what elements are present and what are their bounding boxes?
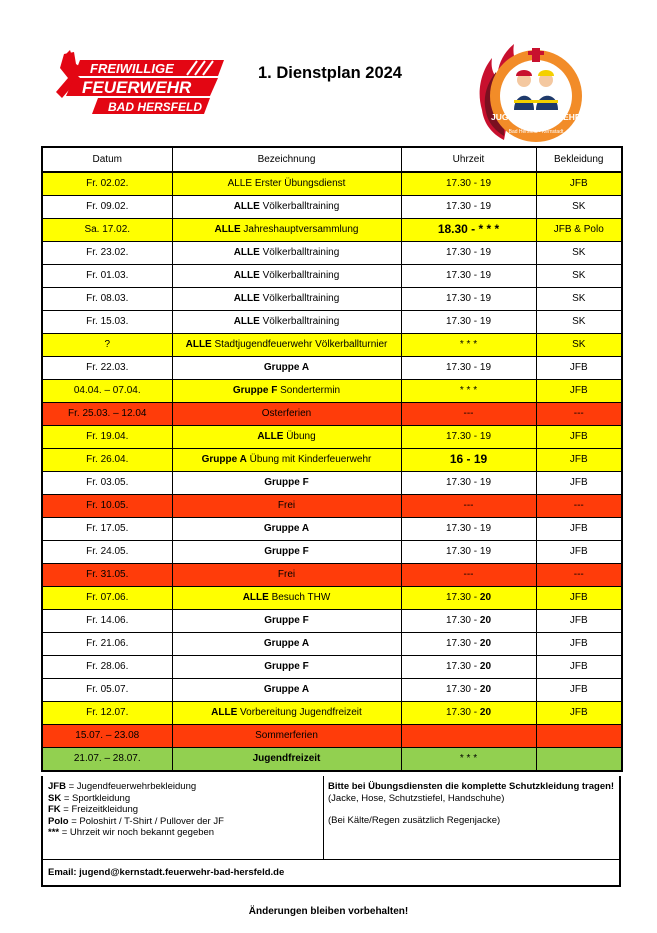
cell-date [42,702,172,725]
description-text: Stadtjugendfeuerwehr Völkerballturnier [211,339,388,350]
description-bold: Gruppe A [263,638,310,649]
cell-time [401,610,536,633]
cell-time [401,633,536,656]
date-text: Fr. 21.06. [86,638,129,649]
table-row [42,518,622,541]
table-row [42,495,622,518]
date-text: ? [104,339,111,350]
table-row [42,242,622,265]
note-line1: (Jacke, Hose, Schutzstiefel, Handschuhe) [328,792,505,804]
cell-time [401,587,536,610]
cell-description [172,748,401,772]
cell-clothing [536,679,622,702]
cell-description [172,633,401,656]
description-text: Übung [283,431,316,442]
table-row [42,426,622,449]
cell-clothing [536,357,622,380]
protective-gear-note [328,781,618,827]
clothing-text: JFB [569,638,588,649]
cell-description [172,518,401,541]
cell-description [172,265,401,288]
time-text: 17.30 - [445,684,480,695]
legend-item [48,816,318,828]
description-bold: ALLE [233,293,260,304]
cell-date [42,587,172,610]
table-row [42,656,622,679]
logo-line3: BAD HERSFELD [108,100,203,114]
clothing-text: SK [572,339,586,350]
cell-description [172,219,401,242]
clothing-text: JFB [569,707,588,718]
clothing-text: JFB [569,592,588,603]
time-bold: 20 [479,661,492,672]
description-text: Sondertermin [277,385,341,396]
date-text: 15.07. – 23.08 [75,730,140,741]
clothing-text: JFB [569,431,588,442]
clothing-text: --- [573,569,584,580]
clothing-text: --- [573,408,584,419]
time-bold: 20 [479,615,492,626]
table-row [42,311,622,334]
cell-description [172,587,401,610]
cell-clothing [536,403,622,426]
legend-divider [323,776,324,859]
description-bold: Gruppe A [201,454,247,465]
legend-item [48,804,318,816]
page-title: 1. Dienstplan 2024 [258,64,402,82]
table-header-row [42,147,622,172]
legend [48,781,318,839]
cell-time [401,265,536,288]
time-text: * * * [459,339,478,350]
cell-time [401,219,536,242]
legend-item [48,781,318,793]
table-row [42,380,622,403]
cell-description [172,426,401,449]
cell-clothing [536,380,622,403]
cell-clothing [536,172,622,196]
logo-line2: FEUERWEHR [82,78,192,97]
cell-time [401,288,536,311]
cell-time [401,656,536,679]
table-row [42,748,622,772]
cell-time [401,679,536,702]
date-text: 21.07. – 28.07. [73,753,141,764]
cell-date [42,725,172,748]
cell-clothing [536,288,622,311]
cell-date [42,172,172,196]
cell-description [172,403,401,426]
column-header-uhrzeit: Uhrzeit [401,147,536,172]
cell-date [42,288,172,311]
description-bold: ALLE [257,431,284,442]
cell-description [172,449,401,472]
legend-box [41,776,621,887]
jugendfeuerwehr-emblem [474,40,586,152]
legend-item [48,827,318,839]
cell-time [401,472,536,495]
description-bold: ALLE [233,247,260,258]
cell-description [172,656,401,679]
table-row [42,587,622,610]
description-text: Jahreshauptversammlung [240,224,359,235]
schedule-table [41,146,623,772]
time-text: * * * [459,385,478,396]
cell-date [42,495,172,518]
table-row [42,449,622,472]
description-text: Übung mit Kinderfeuerwehr [246,454,372,465]
date-text: Fr. 14.06. [86,615,129,626]
cell-description [172,380,401,403]
cell-time [401,196,536,219]
table-row [42,702,622,725]
cell-time [401,449,536,472]
date-text: Sa. 17.02. [84,224,131,235]
date-text: 04.04. – 07.04. [73,385,141,396]
column-header-bekleidung: Bekleidung [536,147,622,172]
legend-item [48,793,318,805]
cell-time [401,564,536,587]
table-row [42,472,622,495]
time-bold: 20 [479,684,492,695]
cell-clothing [536,633,622,656]
cell-clothing [536,265,622,288]
clothing-text: --- [573,500,584,511]
clothing-text: JFB [569,362,588,373]
date-text: Fr. 15.03. [86,316,129,327]
column-header-datum: Datum [42,147,172,172]
table-row [42,610,622,633]
cell-description [172,564,401,587]
cell-date [42,403,172,426]
legend-key: FK [48,804,61,815]
cell-time [401,311,536,334]
description-text: Völkerballtraining [259,293,340,304]
cell-description [172,495,401,518]
date-text: Fr. 22.03. [86,362,129,373]
description-text: Frei [277,569,296,580]
time-text: 17.30 - 19 [445,362,492,373]
cell-description [172,357,401,380]
time-text: 17.30 - 19 [445,523,492,534]
table-row [42,679,622,702]
feuerwehr-logo [52,50,224,118]
time-text: 17.30 - [445,707,480,718]
description-text: Völkerballtraining [259,247,340,258]
description-text: Völkerballtraining [259,270,340,281]
cell-date [42,679,172,702]
emblem-subtext: Bad Hersfeld - Kernstadt [508,129,564,135]
table-row [42,725,622,748]
table-row [42,633,622,656]
time-text: 17.30 - 19 [445,431,492,442]
clothing-text: JFB [569,523,588,534]
note-line2: (Bei Kälte/Regen zusätzlich Regenjacke) [328,815,501,826]
clothing-text: SK [572,293,586,304]
time-bold: 20 [479,638,492,649]
cell-time [401,702,536,725]
legend-text: = Uhrzeit wir noch bekannt gegeben [59,827,215,838]
cell-date [42,633,172,656]
email-line: Email: jugend@kernstadt.feuerwehr-bad-hersfeld.de [48,867,285,878]
cell-time [401,518,536,541]
cell-description [172,610,401,633]
cell-date [42,334,172,357]
date-text: Fr. 17.05. [86,523,129,534]
table-row [42,334,622,357]
logo-line1: FREIWILLIGE [90,61,174,76]
column-header-bezeichnung: Bezeichnung [172,147,401,172]
description-text: Vorbereitung Jugendfreizeit [237,707,362,718]
cell-description [172,725,401,748]
time-text: 17.30 - [445,592,480,603]
cell-date [42,311,172,334]
cell-time [401,357,536,380]
legend-key: *** [48,827,60,838]
time-text: 17.30 - 19 [445,201,492,212]
time-text: 17.30 - [445,661,480,672]
cell-date [42,541,172,564]
legend-key: SK [48,792,62,804]
date-text: Fr. 08.03. [86,293,129,304]
date-text: Fr. 10.05. [86,500,129,511]
table-row [42,219,622,242]
description-bold: Gruppe F [264,477,309,488]
time-text: 17.30 - 19 [445,477,492,488]
cell-date [42,449,172,472]
time-text: 17.30 - 19 [445,316,492,327]
cell-description [172,334,401,357]
clothing-text: SK [572,201,586,212]
legend-text: = Sportkleidung [61,792,131,804]
description-bold: Jugendfreizeit [252,753,321,764]
description-text: Frei [277,500,296,511]
cell-date [42,196,172,219]
description-bold: Gruppe A [263,362,310,373]
date-text: Fr. 07.06. [86,592,129,603]
cell-time [401,403,536,426]
clothing-text: JFB [569,546,588,557]
cell-clothing [536,495,622,518]
legend-text: = Jugendfeuerwehrbekleidung [65,781,197,792]
time-text: --- [463,500,474,511]
cell-time [401,748,536,772]
description-bold: ALLE [233,270,260,281]
description-bold: ALLE [185,339,212,350]
time-text: 17.30 - 19 [445,293,492,304]
description-text: Besuch THW [268,592,331,603]
cell-clothing [536,196,622,219]
time-text: 17.30 - [445,638,480,649]
cell-time [401,380,536,403]
cell-time [401,495,536,518]
time-text: 17.30 - 19 [445,546,492,557]
cell-clothing [536,541,622,564]
cell-clothing [536,587,622,610]
clothing-text: JFB & Polo [553,224,604,235]
clothing-text: JFB [569,477,588,488]
cell-date [42,357,172,380]
cell-description [172,288,401,311]
description-bold: ALLE [233,316,260,327]
date-text: Fr. 31.05. [86,569,129,580]
cell-time [401,242,536,265]
cell-clothing [536,702,622,725]
time-bold: 16 - 19 [449,452,488,466]
cell-date [42,748,172,772]
cell-date [42,380,172,403]
table-row [42,265,622,288]
legend-key: Polo [48,815,69,827]
cell-clothing [536,449,622,472]
cell-clothing [536,518,622,541]
description-text: Sommerferien [255,730,318,741]
description-text: Völkerballtraining [259,201,340,212]
cell-time [401,334,536,357]
cell-clothing [536,564,622,587]
time-text: 17.30 - 19 [445,178,492,189]
table-row [42,357,622,380]
cell-time [401,725,536,748]
cell-clothing [536,610,622,633]
cell-date [42,265,172,288]
time-text: * * * [459,753,478,764]
cell-clothing [536,725,622,748]
cell-clothing [536,242,622,265]
cell-clothing [536,472,622,495]
table-row [42,288,622,311]
cell-time [401,172,536,196]
description-bold: ALLE [214,224,241,235]
cell-description [172,541,401,564]
time-text: 17.30 - 19 [445,270,492,281]
description-bold: Gruppe F [264,546,309,557]
date-text: Fr. 12.07. [86,707,129,718]
date-text: Fr. 01.03. [86,270,129,281]
description-bold: ALLE [211,707,238,718]
cell-clothing [536,426,622,449]
cell-date [42,242,172,265]
table-row [42,196,622,219]
cell-description [172,311,401,334]
cell-description [172,702,401,725]
description-bold: Gruppe A [263,523,310,534]
table-row [42,403,622,426]
date-text: Fr. 02.02. [86,178,129,189]
cell-clothing [536,219,622,242]
time-bold: 20 [479,707,492,718]
clothing-text: JFB [569,385,588,396]
footer-note: Änderungen bleiben vorbehalten! [248,906,409,917]
date-text: Fr. 28.06. [86,661,129,672]
legend-text: = Freizeitkleidung [60,804,139,815]
clothing-text: JFB [569,615,588,626]
description-bold: Gruppe A [263,684,310,695]
description-text: Völkerballtraining [259,316,340,327]
description-bold: ALLE [242,592,269,603]
description-text: Osterferien [261,408,312,419]
table-row [42,541,622,564]
cell-date [42,610,172,633]
clothing-text: SK [572,247,586,258]
clothing-text: JFB [569,178,588,189]
date-text: Fr. 03.05. [86,477,129,488]
note-bold: Bitte bei Übungsdiensten die komplette Schutzkleidung tragen! [328,781,615,792]
cell-clothing [536,656,622,679]
cell-clothing [536,748,622,772]
date-text: Fr. 19.04. [86,431,129,442]
clothing-text: JFB [569,454,588,465]
time-text: --- [463,408,474,419]
description-text: ALLE Erster Übungsdienst [227,178,346,189]
time-text: 17.30 - 19 [445,247,492,258]
cell-time [401,541,536,564]
cell-description [172,679,401,702]
time-bold: 20 [479,592,492,603]
time-text: 17.30 - [445,615,480,626]
cell-description [172,172,401,196]
legend-text: = Poloshirt / T-Shirt / Pullover der JF [68,815,224,827]
date-text: Fr. 09.02. [86,201,129,212]
cell-description [172,196,401,219]
clothing-text: JFB [569,684,588,695]
clothing-text: SK [572,270,586,281]
cell-description [172,242,401,265]
description-bold: ALLE [233,201,260,212]
clothing-text: SK [572,316,586,327]
cell-date [42,656,172,679]
date-text: Fr. 05.07. [86,684,129,695]
time-text: --- [463,569,474,580]
description-bold: Gruppe F [264,615,309,626]
cell-clothing [536,311,622,334]
date-text: Fr. 23.02. [86,247,129,258]
date-text: Fr. 24.05. [86,546,129,557]
description-bold: Gruppe F [264,661,309,672]
cell-date [42,472,172,495]
cell-description [172,472,401,495]
date-text: Fr. 26.04. [86,454,129,465]
cell-date [42,219,172,242]
table-row [42,172,622,196]
emblem-text: JUGENDFEUERWEHR [490,112,582,122]
legend-key: JFB [48,781,66,792]
cell-date [42,564,172,587]
email-divider [43,859,619,860]
time-bold: 18.30 - * * * [437,222,500,236]
cell-time [401,426,536,449]
date-text: Fr. 25.03. – 12.04 [68,408,147,419]
table-row [42,564,622,587]
cell-date [42,518,172,541]
clothing-text: JFB [569,661,588,672]
cell-clothing [536,334,622,357]
description-bold: Gruppe F [232,385,278,396]
cell-date [42,426,172,449]
